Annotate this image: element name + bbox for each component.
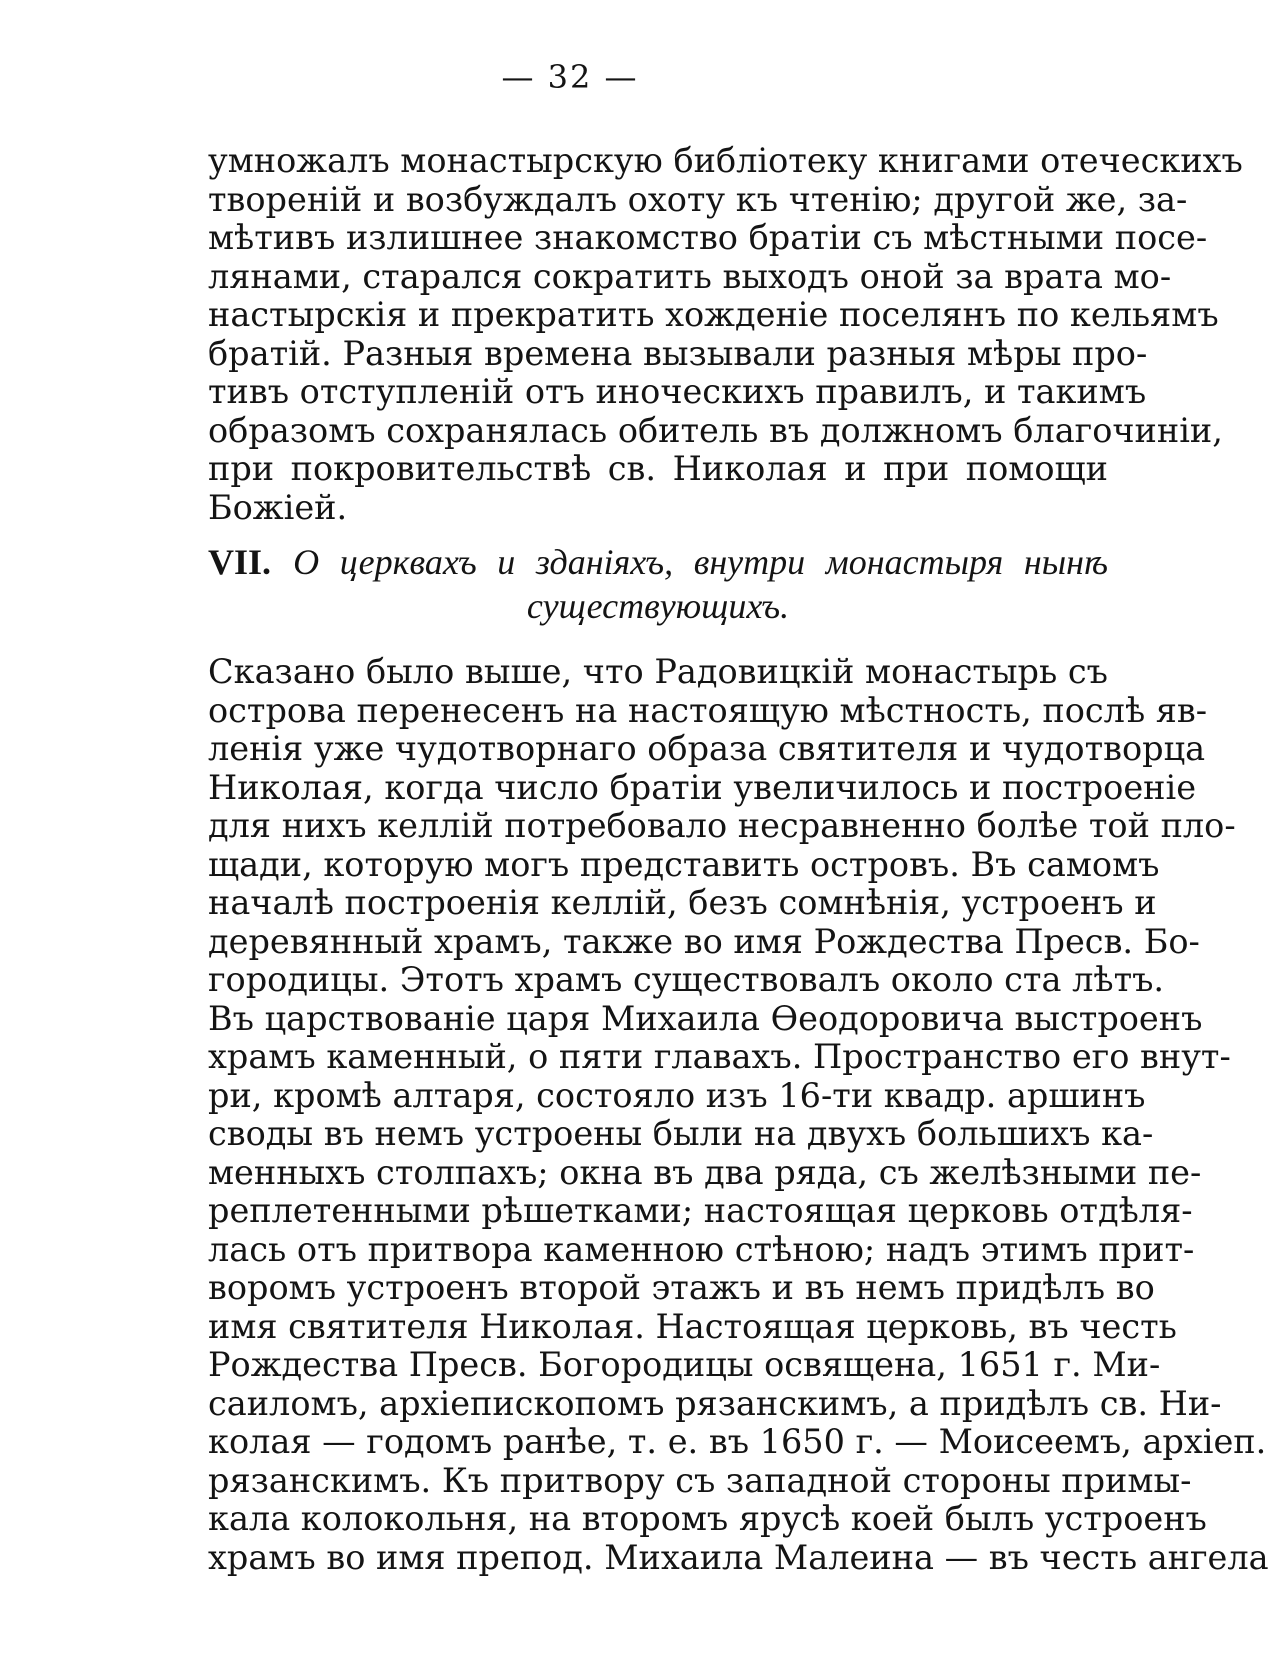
text-line: рязанскимъ. Къ притвору съ западной стороны примы-	[208, 1460, 1192, 1500]
text-line: реплетенными рѣшетками; настоящая церковь отдѣля-	[208, 1191, 1193, 1230]
text-line: менныхъ столпахъ; окна въ два ряда, съ желѣзными пе-	[208, 1152, 1202, 1192]
section-title-line-1	[208, 540, 1108, 584]
text-line: воромъ устроенъ второй этажъ и въ немъ придѣлъ во	[208, 1268, 1155, 1307]
paragraph-1	[208, 141, 1243, 527]
text-line: Божіей.	[208, 487, 348, 527]
section-title-part-1: О церквахъ и зданіяхъ, внутри монастыря нынѣ	[293, 542, 1108, 582]
paragraph-2	[208, 652, 1269, 1577]
text-line: Рождества Пресв. Богородицы освящена, 1651 г. Ми-	[208, 1345, 1161, 1384]
text-line: тивъ отступленій отъ иноческихъ правилъ, и такимъ	[208, 372, 1147, 411]
text-line: братій. Разныя времена вызывали разныя мѣры про-	[208, 333, 1148, 373]
text-line: умножалъ монастырскую библіотеку книгами отеческихъ	[208, 141, 1243, 180]
text-line: началѣ построенія келлій, безъ сомнѣнія, устроенъ и	[208, 883, 1157, 922]
text-line: колая — годомъ ранѣе, т. е. въ 1650 г. — Моисеемъ, архіеп.	[208, 1422, 1267, 1461]
text-line: образомъ сохранялась обитель въ должномъ благочиніи,	[208, 410, 1223, 450]
section-numeral: VII.	[208, 542, 272, 582]
section-heading	[208, 540, 1108, 628]
text-line: Николая, когда число братіи увеличилось и построеніе	[208, 767, 1197, 807]
text-line: городицы. Этотъ храмъ существовалъ около ста лѣтъ.	[208, 960, 1165, 999]
text-line: твореній и возбуждалъ охоту къ чтенію; другой же, за-	[208, 179, 1188, 219]
text-line: острова перенесенъ на настоящую мѣстность, послѣ яв-	[208, 690, 1208, 730]
text-line: ри, кромѣ алтаря, состояло изъ 16-ти квадр. аршинъ	[208, 1075, 1146, 1115]
text-line: саиломъ, архіепископомъ рязанскимъ, а придѣлъ св. Ни-	[208, 1383, 1222, 1423]
text-line: деревянный храмъ, также во имя Рождества Пресв. Бо-	[208, 921, 1200, 961]
text-line: своды въ немъ устроены были на двухъ большихъ ка-	[208, 1114, 1154, 1153]
text-line: Въ царствованіе царя Михаила Ѳеодоровича выстроенъ	[208, 998, 1203, 1038]
text-line: щади, которую могъ представить островъ. Въ самомъ	[208, 844, 1160, 884]
text-line: настырскія и прекратить хожденіе поселянъ по кельямъ	[208, 295, 1219, 334]
text-line: имя святителя Николая. Настоящая церковь, въ честь	[208, 1306, 1177, 1346]
text-line: ленія уже чудотворнаго образа святителя и чудотворца	[208, 729, 1206, 768]
text-line: Сказано было выше, что Радовицкій монастырь съ	[208, 652, 1108, 691]
text-line: мѣтивъ излишнее знакомство братіи съ мѣстными посе-	[208, 218, 1208, 257]
text-line: при покровительствѣ св. Николая и при помощи	[208, 449, 1108, 488]
page-number: — 32 —	[501, 58, 639, 96]
text-line: лась отъ притвора каменною стѣною; надъ этимъ прит-	[208, 1229, 1195, 1269]
text-line: кала колокольня, на второмъ ярусѣ коей былъ устроенъ	[208, 1499, 1207, 1538]
text-line: для нихъ келлій потребовало несравненно болѣе той пло-	[208, 806, 1236, 845]
text-line: лянами, старался сократить выходъ оной за врата мо-	[208, 256, 1172, 296]
text-line: храмъ во имя препод. Михаила Малеина — въ честь ангела	[208, 1537, 1269, 1577]
section-title-line-2: существующихъ.	[526, 586, 790, 626]
text-line: храмъ каменный, о пяти главахъ. Пространство его внут-	[208, 1037, 1231, 1076]
